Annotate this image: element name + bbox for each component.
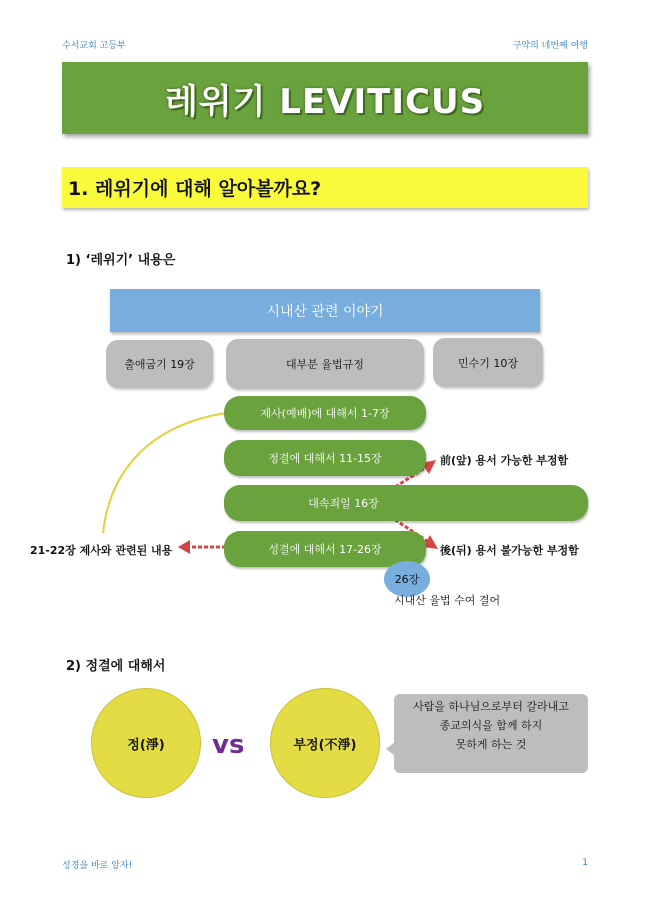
arrowhead-left	[178, 540, 190, 554]
pill-purity-label: 정결에 대해서 11-15장	[268, 452, 382, 465]
law-box	[226, 339, 424, 389]
page-number: 1	[582, 858, 588, 868]
subheading-content: 1) ‘레위기’ 내용은	[66, 253, 176, 268]
pill-purity	[224, 440, 426, 476]
clean-label: 정(淨)	[127, 737, 165, 753]
footer-slogan: 성경을 바로 알자!	[62, 861, 133, 871]
section-1-title: 1. 레위기에 대해 알아볼까요?	[68, 178, 322, 200]
yellow-curve-connector	[103, 413, 226, 533]
vs-text: vs	[212, 730, 245, 760]
back-label: 後(뒤) 용서 불가능한 부정함	[440, 544, 579, 557]
pill-holiness	[224, 531, 426, 567]
pill-atonement-label: 대속죄일 16장	[308, 497, 379, 510]
unclean-label: 부정(不淨)	[293, 737, 357, 753]
callout-line: 사람을 하나님으로부터 갈라내고	[413, 700, 569, 713]
numbers-box	[433, 338, 543, 387]
unclean-circle	[270, 688, 380, 798]
sinai-story-label: 시내산 관련 이야기	[266, 303, 384, 320]
callout-line: 못하게 하는 것	[455, 738, 527, 751]
pill-sacrifice-label: 제사(예배)에 대해서 1-7장	[260, 407, 390, 420]
clean-circle	[91, 688, 201, 798]
pill-atonement	[224, 485, 588, 521]
exodus-label: 출애굽기 19장	[124, 358, 195, 371]
exodus-box	[106, 340, 213, 388]
law-label: 대부분 율법규정	[286, 358, 364, 371]
subheading-purity: 2) 정결에 대해서	[66, 659, 166, 674]
front-label: 前(앞) 용서 가능한 부정함	[440, 454, 569, 467]
left-label: 21-22장 제사와 관련된 내용	[30, 544, 173, 557]
callout-line: 종교의식을 함께 하지	[439, 719, 543, 732]
pill-holiness-label: 성결에 대해서 17-26장	[268, 543, 382, 556]
page-title: 레위기 LEVITICUS	[164, 81, 486, 122]
circle-caption: 시내산 율법 수여 결어	[394, 594, 501, 607]
numbers-label: 민수기 10장	[458, 356, 518, 370]
header-series: 구약의 네번째 여행	[512, 41, 588, 51]
pill-sacrifice	[224, 396, 426, 430]
sinai-story-bar	[110, 289, 540, 332]
definition-callout	[394, 694, 588, 773]
header-church: 수서교회 고등부	[62, 41, 126, 51]
chapter-26-label: 26장	[394, 573, 420, 586]
